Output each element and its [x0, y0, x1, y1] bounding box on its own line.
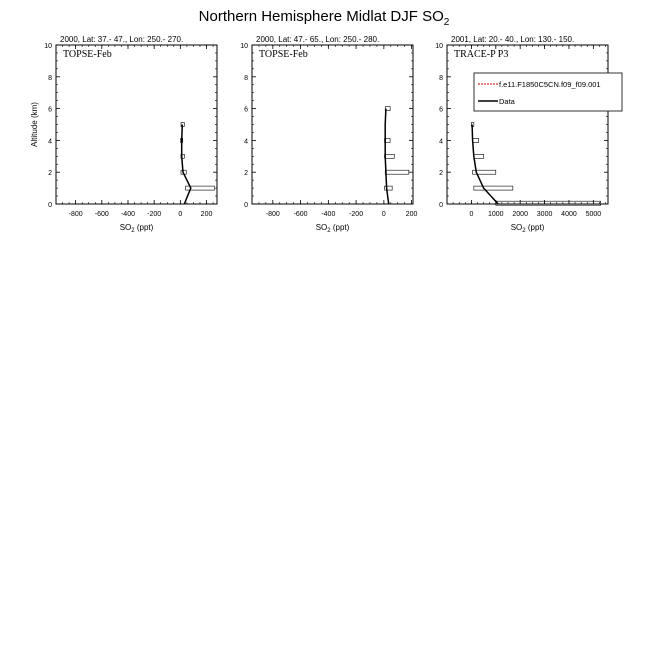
x-tick-label: 200 — [200, 211, 213, 218]
y-tick-label: 2 — [48, 170, 52, 178]
x-tick-label: -400 — [120, 211, 135, 218]
x-tick-label: 200 — [405, 211, 418, 218]
series-line-data — [182, 125, 191, 205]
series-line-data — [472, 125, 498, 205]
x-tick-label: 0 — [178, 211, 183, 218]
y-tick-label: 0 — [439, 202, 443, 209]
y-tick-label: 6 — [244, 106, 248, 114]
x-axis-label: $SO_2$ (ppt) — [119, 223, 154, 234]
series-line-data — [385, 109, 389, 204]
chart-panel-1 — [30, 35, 217, 234]
chart-panel-2 — [240, 35, 417, 234]
x-tick-label: 5000 — [585, 211, 602, 218]
y-tick-label: 4 — [48, 138, 52, 146]
x-tick-label: 3000 — [536, 211, 553, 218]
y-tick-label: 0 — [244, 202, 248, 209]
figure-title-subscript: 2 — [443, 17, 450, 28]
x-tick-label: -600 — [293, 211, 308, 218]
y-tick-label: 8 — [244, 74, 248, 82]
legend-label: Data — [499, 97, 515, 106]
x-tick-label: 0 — [381, 211, 386, 218]
range-box — [473, 138, 479, 142]
plot-frame — [56, 45, 217, 204]
x-axis-label: $SO_2$ (ppt) — [315, 223, 350, 234]
panel-header: 2000, Lat: 37.- 47., Lon: 250.- 270. — [60, 35, 184, 44]
panel-label: TOPSE-Feb — [259, 49, 308, 60]
figure-title-text: Northern Hemisphere Midlat DJF SO — [198, 8, 444, 25]
range-box — [385, 170, 409, 174]
x-tick-label: 1000 — [487, 211, 504, 218]
y-tick-label: 10 — [435, 43, 443, 50]
y-tick-label: 6 — [439, 106, 443, 114]
panel-header: 2001, Lat: 20.- 40., Lon: 130.- 150. — [451, 35, 575, 44]
y-tick-label: 4 — [244, 138, 248, 146]
range-box — [474, 154, 484, 158]
y-tick-label: 10 — [44, 43, 52, 50]
y-axis-label: Altitude (km) — [30, 102, 39, 147]
x-axis-label: $SO_2$ (ppt) — [510, 223, 545, 234]
panel-label: TRACE-P P3 — [454, 49, 509, 60]
x-tick-label: -600 — [94, 211, 109, 218]
y-tick-label: 2 — [244, 170, 248, 178]
x-tick-label: 4000 — [561, 211, 577, 218]
x-tick-label: 2000 — [512, 211, 528, 218]
x-tick-label: -200 — [349, 211, 364, 218]
legend-box — [474, 73, 622, 111]
range-box — [385, 186, 393, 190]
y-tick-label: 8 — [48, 74, 52, 82]
x-tick-label: -400 — [321, 211, 336, 218]
range-box — [474, 186, 513, 190]
y-tick-label: 0 — [48, 202, 52, 209]
x-tick-label: -800 — [265, 211, 280, 218]
panel-label: TOPSE-Feb — [63, 49, 112, 60]
y-tick-label: 2 — [439, 170, 443, 178]
panel-header: 2000, Lat: 47.- 65., Lon: 250.- 280. — [256, 35, 380, 44]
x-tick-label: -800 — [68, 211, 83, 218]
chart-panel-3 — [435, 35, 622, 234]
y-tick-label: 4 — [439, 138, 443, 146]
y-tick-label: 10 — [240, 43, 248, 50]
x-tick-label: 0 — [469, 211, 474, 218]
legend-label: f.e11.F1850C5CN.f09_f09.001 — [499, 80, 601, 89]
plot-frame — [252, 45, 413, 204]
range-box — [496, 201, 601, 205]
x-tick-label: -200 — [147, 211, 162, 218]
y-tick-label: 8 — [439, 74, 443, 82]
y-tick-label: 6 — [48, 106, 52, 114]
